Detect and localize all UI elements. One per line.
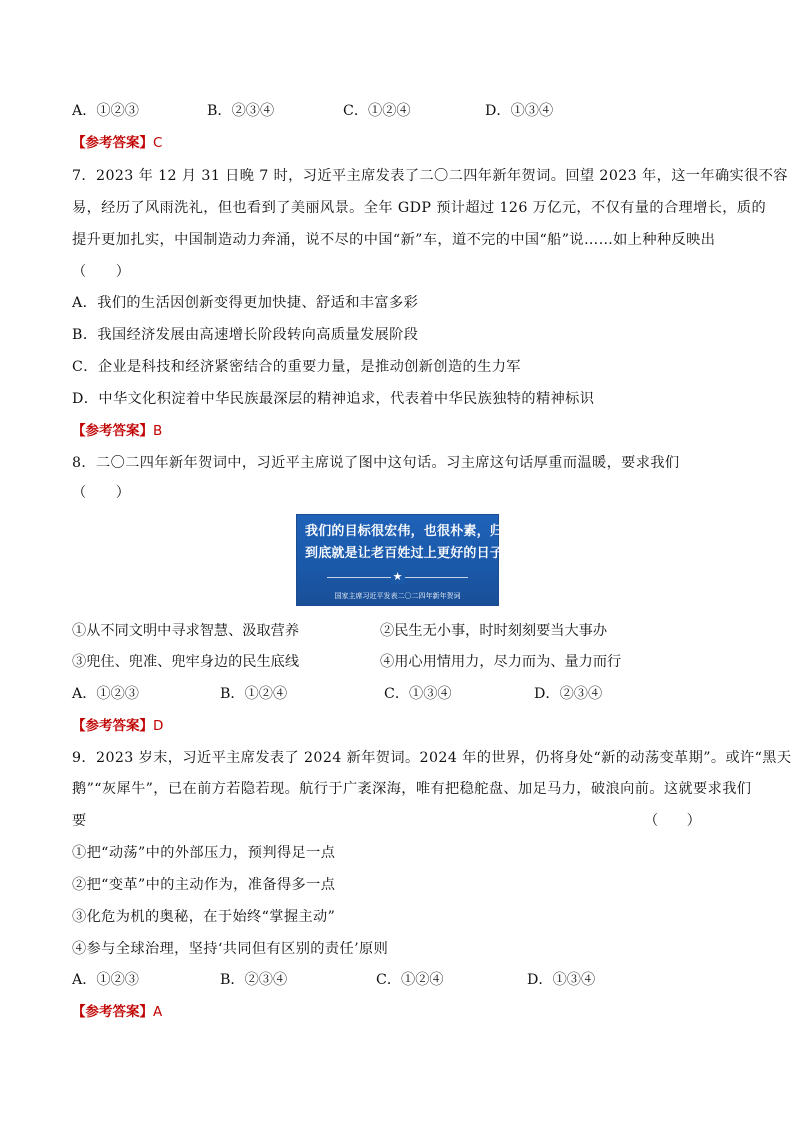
q9-statement-4: ④参与全球治理，坚持‘共同但有区别的责任’原则 — [72, 941, 389, 957]
q9-answer — [72, 1002, 162, 1022]
answer-value: B — [153, 423, 163, 439]
quote-line-2: 到底就是让老百姓过上更好的日子。 — [305, 546, 517, 561]
q9-options — [72, 970, 712, 990]
quote-banner-text — [305, 521, 517, 565]
q8-option-c: C．①③④ — [384, 686, 452, 702]
q6-option-d: D．①③④ — [485, 103, 554, 119]
q8-option-b: B．①②④ — [220, 686, 288, 702]
answer-tag: 【参考答案】 — [72, 135, 153, 151]
answer-tag: 【参考答案】 — [72, 718, 153, 734]
q7-blank: （ ） — [72, 264, 131, 280]
q6-option-a: A．①②③ — [72, 103, 139, 119]
q9-stem-line-1: 9．2023 岁末，习近平主席发表了 2024 新年贺词。2024 年的世界，仍将身处“新的动荡变革期”。或许“黑天 — [72, 750, 792, 766]
q8-option-a: A．①②③ — [72, 686, 139, 702]
q6-options — [72, 101, 712, 121]
q7-option-c: C．企业是科技和经济紧密结合的重要力量，是推动创新创造的生力军 — [72, 359, 521, 375]
q7-answer — [72, 421, 162, 441]
q8-option-d: D．②③④ — [534, 686, 603, 702]
q7-option-d: D．中华文化积淀着中华民族最深层的精神追求，代表着中华民族独特的精神标识 — [72, 391, 595, 407]
q9-statement-3: ③化危为机的奥秘，在于始终“掌握主动” — [72, 909, 336, 925]
q7-stem-line-3: 提升更加扎实，中国制造动力奔涌，说不尽的中国“新”车，道不完的中国“船”说……如上种种反映出 — [72, 232, 716, 248]
q7-stem-line-1: 7．2023 年 12 月 31 日晚 7 时，习近平主席发表了二〇二四年新年贺词。回望 2023 年，这一年确实很不容 — [72, 168, 788, 184]
q9-option-d: D．①③④ — [527, 972, 596, 988]
q8-statement-4: ④用心用情用力，尽力而为、量力而行 — [380, 654, 622, 670]
q9-option-c: C．①②④ — [376, 972, 444, 988]
q8-statement-1: ①从不同文明中寻求智慧、汲取营养 — [72, 623, 300, 639]
q8-statement-2: ②民生无小事，时时刻刻要当大事办 — [380, 623, 608, 639]
q8-answer — [72, 716, 163, 736]
answer-tag: 【参考答案】 — [72, 423, 153, 439]
quote-banner-image — [296, 514, 517, 606]
q9-blank: （ ） — [644, 813, 701, 829]
q6-answer — [72, 133, 162, 153]
q9-option-b: B．②③④ — [220, 972, 288, 988]
star-icon: ★ — [391, 570, 405, 584]
q7-option-a: A．我们的生活因创新变得更加快捷、舒适和丰富多彩 — [72, 295, 419, 311]
q9-stem-line-3: 要 — [72, 813, 87, 829]
q6-option-c: C．①②④ — [343, 103, 411, 119]
banner-caption: 国家主席习近平发表二〇二四年新年贺词 — [334, 592, 461, 600]
answer-value: D — [153, 718, 164, 734]
q9-stem-line-2: 鹅”“灰犀牛”，已在前方若隐若现。航行于广袤深海，唯有把稳舵盘、加足马力，破浪向前。这就要求我们 — [72, 781, 752, 797]
q9-option-a: A．①②③ — [72, 972, 139, 988]
q7-stem-line-2: 易，经历了风雨洗礼，但也看到了美丽风景。全年 GDP 预计超过 126 万亿元，不仅有量的合理增长，质的 — [72, 200, 767, 216]
quote-line-1: 我们的目标很宏伟，也很朴素，归根 — [305, 524, 517, 539]
q9-statement-2: ②把“变革”中的主动作为，准备得多一点 — [72, 877, 336, 893]
q6-option-b: B．②③④ — [207, 103, 275, 119]
q8-options — [72, 684, 712, 704]
q8-stem-line-1: 8．二〇二四年新年贺词中，习近平主席说了图中这句话。习主席这句话厚重而温暖，要求我们 — [72, 455, 680, 471]
q7-option-b: B．我国经济发展由高速增长阶段转向高质量发展阶段 — [72, 327, 419, 343]
answer-tag: 【参考答案】 — [72, 1004, 153, 1020]
answer-value: A — [153, 1004, 163, 1020]
answer-value: C — [153, 135, 163, 151]
q8-statement-3: ③兜住、兜准、兜牢身边的民生底线 — [72, 654, 300, 670]
q9-statement-1: ①把“动荡”中的外部压力，预判得足一点 — [72, 845, 336, 861]
q8-blank: （ ） — [72, 485, 131, 501]
